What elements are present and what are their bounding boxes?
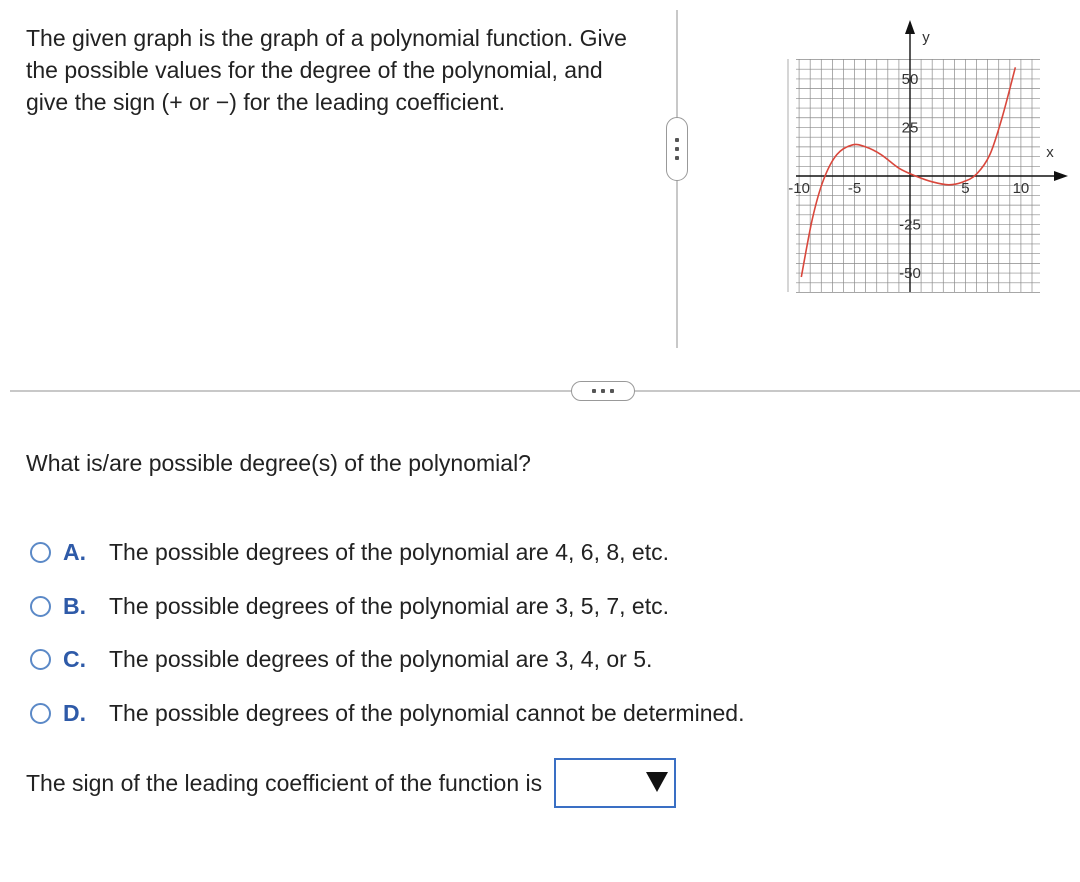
handle-dot	[675, 147, 679, 151]
option-c[interactable]	[30, 633, 744, 687]
handle-dot	[675, 138, 679, 142]
y-tick-label: 50	[901, 70, 919, 88]
handle-dot	[675, 156, 679, 160]
y-tick-label: 25	[901, 119, 919, 137]
sign-dropdown[interactable]	[554, 758, 676, 808]
x-tick-label: -10	[788, 180, 810, 197]
handle-dot	[592, 389, 596, 393]
question-text: The given graph is the graph of a polynomial function. Give the possible values for the degree of the polynomial, and give the sign (+ or −) for the leading coefficient.	[26, 25, 627, 115]
handle-dot	[610, 389, 614, 393]
x-axis-arrow-icon	[1054, 171, 1068, 181]
sign-question: The sign of the leading coefficient of the function is	[26, 769, 543, 796]
degree-question: What is/are possible degree(s) of the polynomial?	[26, 450, 531, 476]
x-tick-label: -5	[847, 180, 862, 197]
option-letter: B.	[63, 592, 86, 619]
vertical-resize-handle[interactable]	[666, 117, 688, 181]
radio-button[interactable]	[30, 596, 51, 617]
answer-options	[30, 526, 744, 740]
y-axis-arrow-icon	[905, 20, 915, 34]
dropdown-arrow-icon[interactable]	[646, 772, 668, 792]
y-tick-label: -50	[899, 265, 921, 283]
x-tick-label: 10	[1012, 180, 1030, 197]
option-d[interactable]	[30, 687, 744, 741]
horizontal-divider	[10, 390, 1080, 392]
radio-button[interactable]	[30, 542, 51, 563]
x-axis-label: x	[1046, 144, 1054, 161]
option-text: The possible degrees of the polynomial are 3, 4, or 5.	[109, 646, 653, 673]
handle-dot	[601, 389, 605, 393]
x-tick-label: 5	[961, 180, 970, 197]
option-text: The possible degrees of the polynomial are 3, 5, 7, etc.	[109, 592, 669, 619]
y-tick-label: -25	[899, 216, 921, 234]
option-b[interactable]	[30, 580, 744, 634]
option-text: The possible degrees of the polynomial cannot be determined.	[109, 699, 745, 726]
option-letter: D.	[63, 699, 86, 726]
radio-button[interactable]	[30, 703, 51, 724]
radio-button[interactable]	[30, 649, 51, 670]
polynomial-curve	[801, 67, 1015, 277]
y-axis-label: y	[922, 29, 930, 46]
option-letter: A.	[63, 539, 86, 566]
horizontal-resize-handle[interactable]	[571, 381, 635, 401]
option-letter: C.	[63, 646, 86, 673]
option-a[interactable]	[30, 526, 744, 580]
option-text: The possible degrees of the polynomial are 4, 6, 8, etc.	[109, 539, 669, 566]
sign-question-row	[26, 758, 676, 808]
polynomial-graph	[770, 18, 1070, 318]
